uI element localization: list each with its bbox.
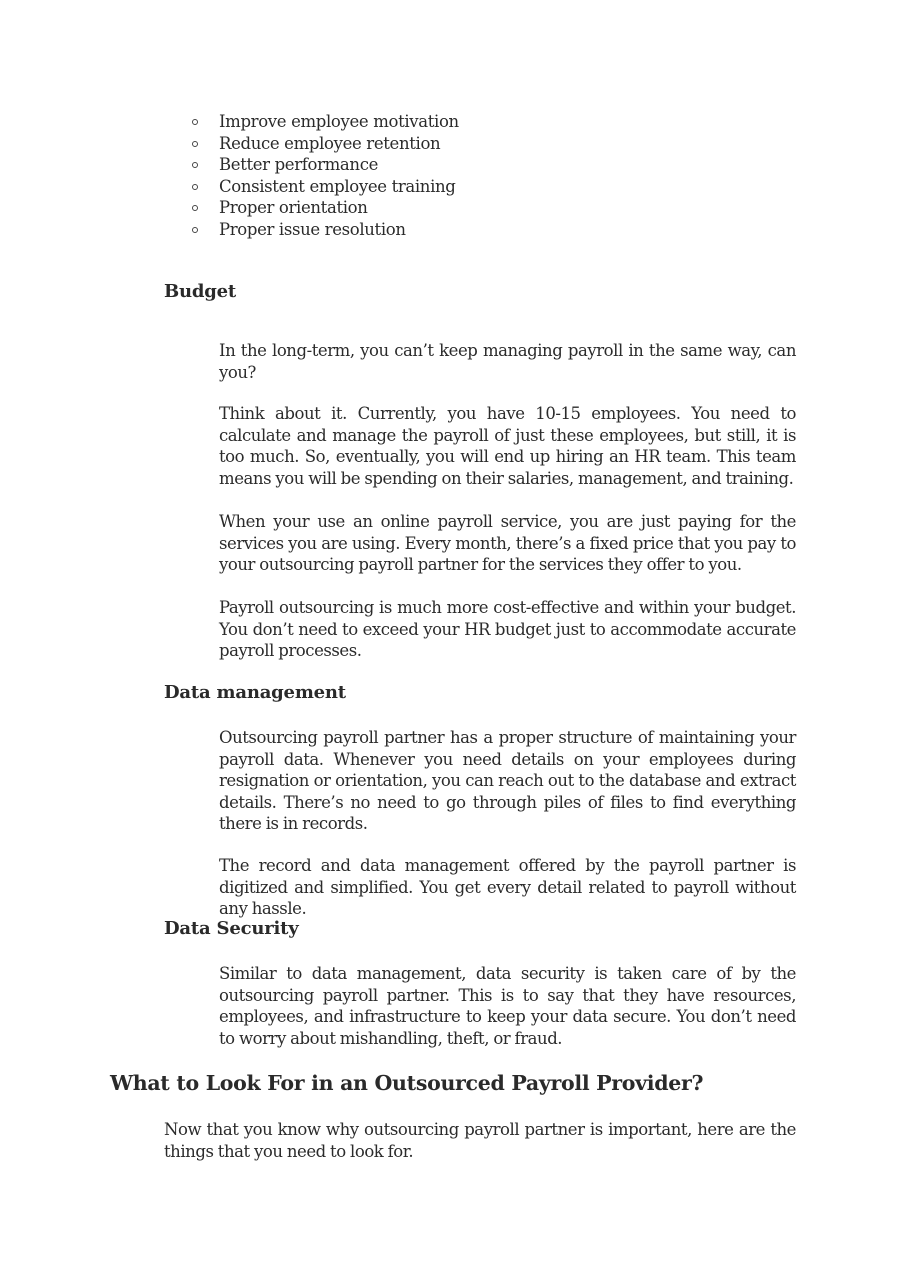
budget-paragraph-4: Payroll outsourcing is much more cost-effective and within your budget. You don’t need to exceed your HR budget just to accommodate accurate payroll processes. — [219, 598, 796, 660]
hollow-bullet-icon — [192, 205, 198, 211]
benefits-list — [190, 111, 459, 240]
budget-paragraph-1: In the long-term, you can’t keep managing payroll in the same way, can you? — [219, 341, 796, 382]
list-item-text: Proper orientation — [219, 198, 368, 217]
budget-paragraph-2: Think about it. Currently, you have 10-15 employees. You need to calculate and manage the payroll of just these employees, but still, it is too much. So, eventually, you will end up hiring an HR team. This team means you will be spending on their salaries, management, and training. — [219, 404, 796, 488]
list-item — [190, 176, 459, 198]
budget-heading: Budget — [164, 281, 237, 302]
list-item-text: Proper issue resolution — [219, 219, 406, 239]
list-item-text: Consistent employee training — [219, 176, 456, 196]
list-item-text: Better performance — [219, 155, 379, 174]
list-item — [190, 133, 459, 155]
hollow-bullet-icon — [192, 119, 198, 125]
what-to-look-for-heading: What to Look For in an Outsourced Payroll Provider? — [110, 1071, 704, 1095]
hollow-bullet-icon — [192, 184, 198, 190]
list-item — [190, 111, 459, 133]
hollow-bullet-icon — [192, 227, 198, 233]
data-security-heading: Data Security — [164, 918, 299, 939]
data-security-paragraph-1: Similar to data management, data security is taken care of by the outsourcing payroll partner. This is to say that they have resources, employees, and infrastructure to keep your data secure. You don’t need to worry about mishandling, theft, or fraud. — [219, 964, 796, 1048]
list-item — [190, 154, 459, 176]
hollow-bullet-icon — [192, 141, 198, 147]
list-item — [190, 197, 459, 219]
budget-paragraph-3: When your use an online payroll service, you are just paying for the services you are using. Every month, there’s a fixed price that you pay to your outsourcing payroll partner for the services they offer to you. — [219, 512, 796, 574]
data-management-heading: Data management — [164, 682, 346, 703]
list-item — [190, 219, 459, 241]
list-item-text: Improve employee motivation — [219, 112, 459, 131]
hollow-bullet-icon — [192, 162, 198, 168]
data-management-paragraph-2: The record and data management offered by the payroll partner is digitized and simplified. You get every detail related to payroll without any hassle. — [219, 856, 796, 918]
data-management-paragraph-1: Outsourcing payroll partner has a proper structure of maintaining your payroll data. Whenever you need details on your employees during resignation or orientation, you can reach out to the database and extract details. There’s no need to go through piles of files to find everything there is in records. — [219, 728, 796, 833]
what-to-look-for-paragraph-1: Now that you know why outsourcing payroll partner is important, here are the things that you need to look for. — [164, 1120, 796, 1161]
list-item-text: Reduce employee retention — [219, 133, 441, 153]
